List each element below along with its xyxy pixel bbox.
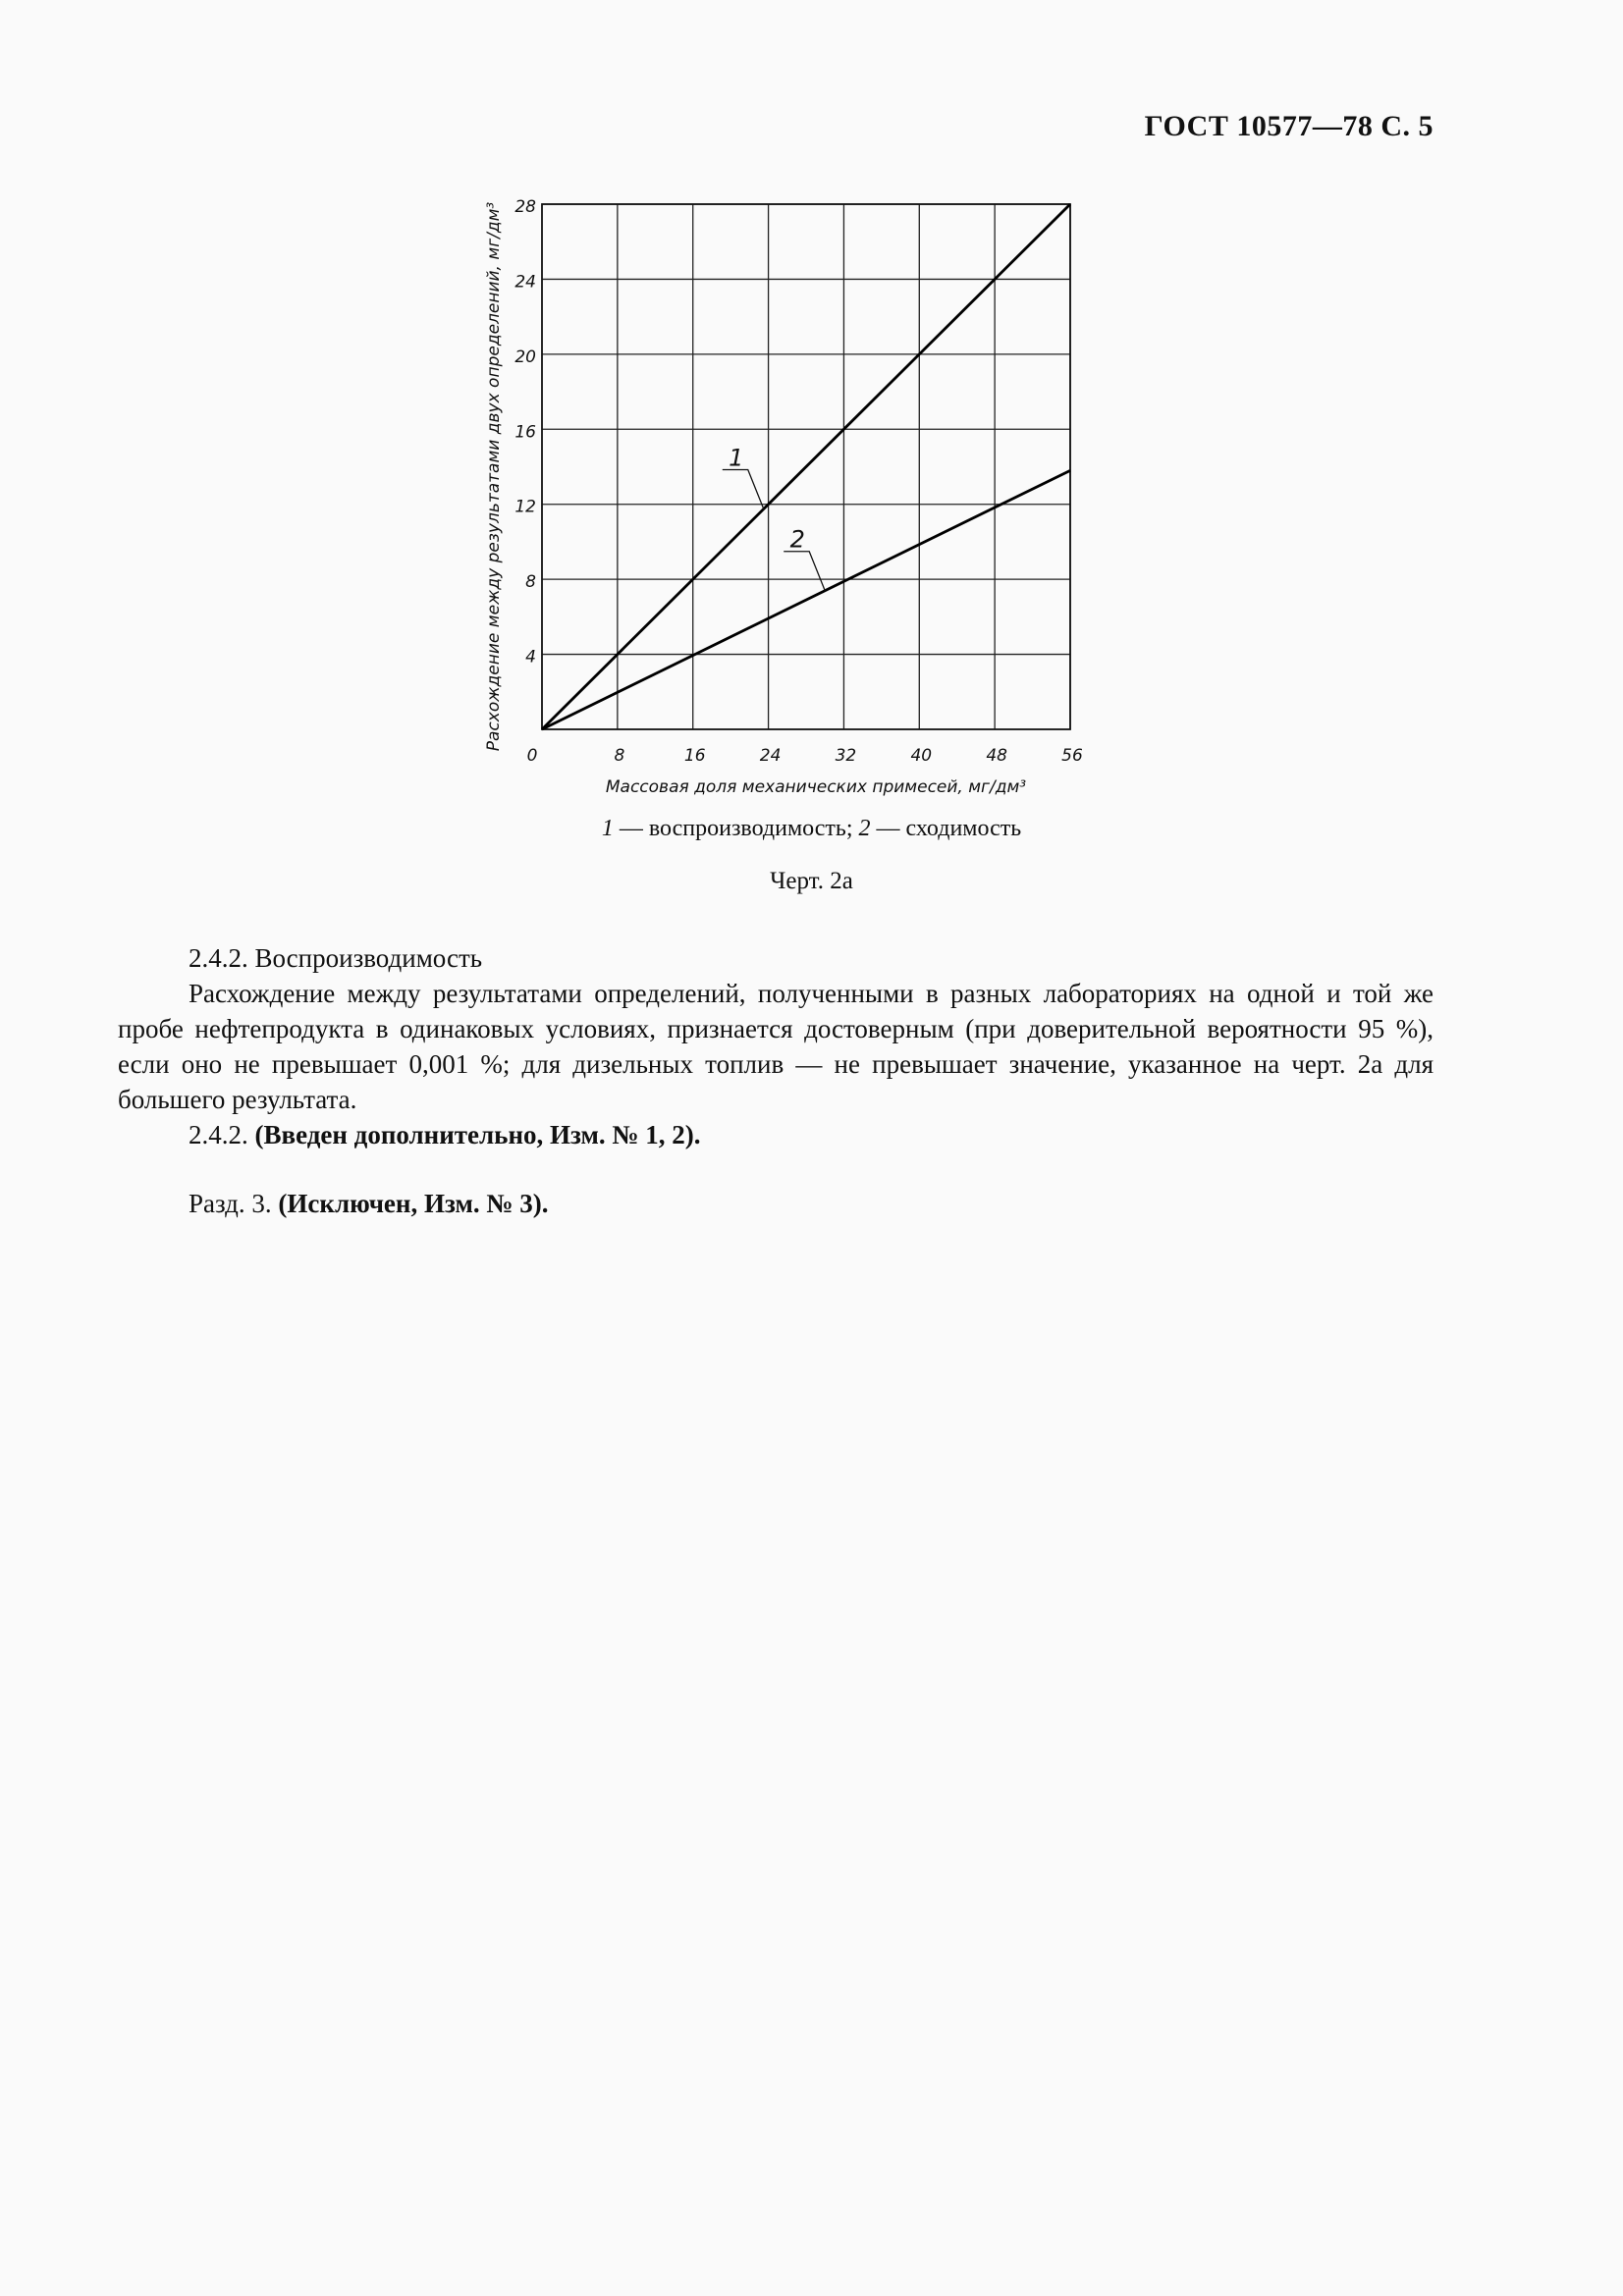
section-paragraph: Расхождение между результатами определений, полученными в разных лабораториях на одной и той же пробе нефтепродукта в одинаковых условиях, признается достоверным (при доверительной вероятности 95 %), если оно не превышает 0,001 %; для дизельных топлив — не превышает значение, указанное на черт. 2а для большего результата. (118, 979, 1434, 1114)
y-tick-label: 8 (525, 572, 536, 593)
amendment-number: 2.4.2. (189, 1120, 248, 1149)
removed-section-number: Разд. 3. (189, 1189, 272, 1218)
series-1-line (542, 204, 1070, 729)
section-heading: 2.4.2. Воспроизводимость (189, 943, 483, 973)
y-tick-label: 20 (514, 347, 536, 367)
x-axis-label: Массовая доля механических примесей, мг/дм³ (605, 777, 1027, 797)
x-tick-label: 40 (910, 746, 933, 766)
series-1-label: 1 (729, 444, 744, 472)
x-tick-label: 48 (986, 746, 1007, 766)
chart-legend (0, 816, 1623, 842)
series-2-line (542, 470, 1070, 729)
y-tick-label: 28 (514, 197, 536, 217)
y-tick-label: 16 (514, 422, 536, 443)
figure-caption: Черт. 2а (770, 868, 853, 894)
series-1-leader (723, 469, 764, 508)
legend-item-1-text: — воспроизводимость; (619, 816, 853, 841)
chart-svg (471, 187, 1100, 815)
chart (471, 187, 1100, 815)
y-tick-label: 12 (514, 497, 536, 517)
x-tick-label: 56 (1061, 746, 1083, 766)
y-tick-label: 24 (514, 272, 536, 293)
section-body (118, 940, 1434, 1221)
x-tick-label: 8 (614, 746, 625, 766)
series-2-label: 2 (789, 525, 805, 554)
page-header: ГОСТ 10577—78 С. 5 (1144, 110, 1434, 142)
x-tick-label: 32 (835, 746, 857, 766)
removed-section-text: (Исключен, Изм. № 3). (278, 1189, 549, 1218)
y-axis-label: Расхождение между результатами двух определений, мг/дм³ (484, 201, 504, 752)
removed-section-note (118, 1186, 1434, 1221)
x-tick-label: 0 (526, 746, 538, 766)
legend-item-2-number: 2 (858, 816, 871, 841)
series-2-leader (784, 552, 825, 591)
amendment-text: (Введен дополнительно, Изм. № 1, 2). (254, 1120, 701, 1149)
x-tick-label: 24 (759, 746, 782, 766)
x-tick-label: 16 (683, 746, 706, 766)
legend-item-2-text: — сходимость (876, 816, 1022, 841)
y-tick-label: 4 (525, 647, 536, 667)
amendment-note (118, 1117, 1434, 1152)
legend-item-1-number: 1 (601, 816, 614, 841)
